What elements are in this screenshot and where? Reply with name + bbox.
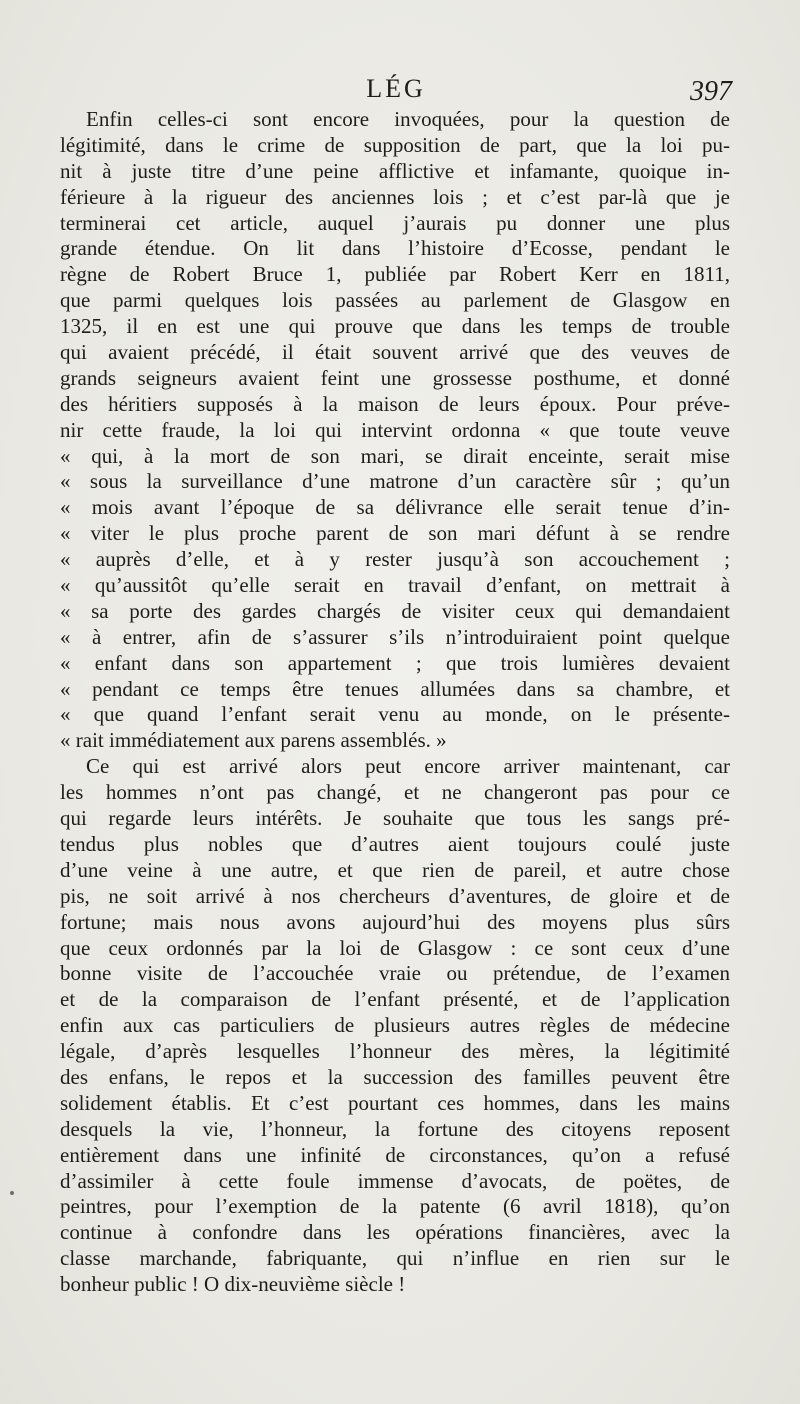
text-line: « pendant ce temps être tenues allumées dans sa chambre, et <box>60 676 730 701</box>
text-line: Enfin celles-ci sont encore invoquées, pour la question de <box>86 107 730 131</box>
text-line: d’une veine à une autre, et que rien de pareil, et autre chose <box>60 857 730 882</box>
text-line: que ceux ordonnés par la loi de Glasgow : ce sont ceux d’une <box>60 935 730 960</box>
text-line: entièrement dans une infinité de circonstances, qu’on a refusé <box>60 1142 730 1167</box>
text-line: des héritiers supposés à la maison de leurs époux. Pour préve- <box>60 391 730 416</box>
text-line: pis, ne soit arrivé à nos chercheurs d’aventures, de gloire et de <box>60 883 730 908</box>
body-text <box>60 107 730 1298</box>
text-line: les hommes n’ont pas changé, et ne changeront pas pour ce <box>60 780 730 805</box>
text-line: bonne visite de l’accouchée vraie ou prétendue, de l’examen <box>60 961 730 986</box>
text-line: férieure à la rigueur des anciennes lois ; et c’est par-là que je <box>60 184 730 209</box>
page-header <box>60 74 732 106</box>
text-line: 1325, il en est une qui prouve que dans les temps de trouble <box>60 314 730 339</box>
text-line: que parmi quelques lois passées au parlement de Glasgow en <box>60 288 730 313</box>
text-line: qui avaient précédé, il était souvent arrivé que des veuves de <box>60 340 730 365</box>
text-line: continue à confondre dans les opérations financières, avec la <box>60 1220 730 1245</box>
text-line: « que quand l’enfant serait venu au monde, on le présente- <box>60 702 730 727</box>
text-line: « mois avant l’époque de sa délivrance elle serait tenue d’in- <box>60 495 730 520</box>
text-line: classe marchande, fabriquante, qui n’influe en rien sur le <box>60 1246 730 1271</box>
text-line: terminerai cet article, auquel j’aurais pu donner une plus <box>60 210 730 235</box>
text-line: « auprès d’elle, et à y rester jusqu’à son accouchement ; <box>60 547 730 572</box>
text-line: peintres, pour l’exemption de la patente (6 avril 1818), qu’on <box>60 1194 730 1219</box>
text-line: « qui, à la mort de son mari, se dirait enceinte, serait mise <box>60 443 730 468</box>
text-line: « à entrer, afin de s’assurer s’ils n’introduiraient point quelque <box>60 624 730 649</box>
text-line: légitimité, dans le crime de supposition de part, que la loi pu- <box>60 132 730 157</box>
text-line: nit à juste titre d’une peine afflictive et infamante, quoique in- <box>60 158 730 183</box>
text-line: grands seigneurs avaient feint une grossesse posthume, et donné <box>60 365 730 390</box>
text-line: fortune; mais nous avons aujourd’hui des moyens plus sûrs <box>60 909 730 934</box>
page-number: 397 <box>690 76 732 107</box>
text-line: légale, d’après lesquelles l’honneur des mères, la légitimité <box>60 1039 730 1064</box>
text-line: « qu’aussitôt qu’elle serait en travail d’enfant, on mettrait à <box>60 573 730 598</box>
text-line: d’assimiler à cette foule immense d’avocats, de poëtes, de <box>60 1168 730 1193</box>
paper-speck <box>10 1191 14 1195</box>
text-line: qui regarde leurs intérêts. Je souhaite que tous les sangs pré- <box>60 806 730 831</box>
text-line: desquels la vie, l’honneur, la fortune des citoyens reposent <box>60 1116 730 1141</box>
text-line: des enfans, le repos et la succession des familles peuvent être <box>60 1064 730 1089</box>
text-line: « sous la surveillance d’une matrone d’un caractère sûr ; qu’un <box>60 469 730 494</box>
running-head: LÉG <box>366 74 426 103</box>
text-line: « rait immédiatement aux parens assemblés. » <box>60 728 447 753</box>
text-line: solidement établis. Et c’est pourtant ces hommes, dans les mains <box>60 1090 730 1115</box>
text-line: nir cette fraude, la loi qui intervint ordonna « que toute veuve <box>60 417 730 442</box>
text-line: « viter le plus proche parent de son mari défunt à se rendre <box>60 521 730 546</box>
text-line: tendus plus nobles que d’autres aient toujours coulé juste <box>60 831 730 856</box>
text-line: « sa porte des gardes chargés de visiter ceux qui demandaient <box>60 598 730 623</box>
text-line: grande étendue. On lit dans l’histoire d’Ecosse, pendant le <box>60 236 730 261</box>
text-line: Ce qui est arrivé alors peut encore arriver maintenant, car <box>86 754 730 779</box>
text-line: « enfant dans son appartement ; que trois lumières devaient <box>60 650 730 675</box>
text-line: bonheur public ! O dix-neuvième siècle ! <box>60 1272 406 1297</box>
text-line: règne de Robert Bruce 1, publiée par Robert Kerr en 1811, <box>60 262 730 287</box>
text-line: enfin aux cas particuliers de plusieurs autres règles de médecine <box>60 1013 730 1038</box>
text-line: et de la comparaison de l’enfant présenté, et de l’application <box>60 987 730 1012</box>
